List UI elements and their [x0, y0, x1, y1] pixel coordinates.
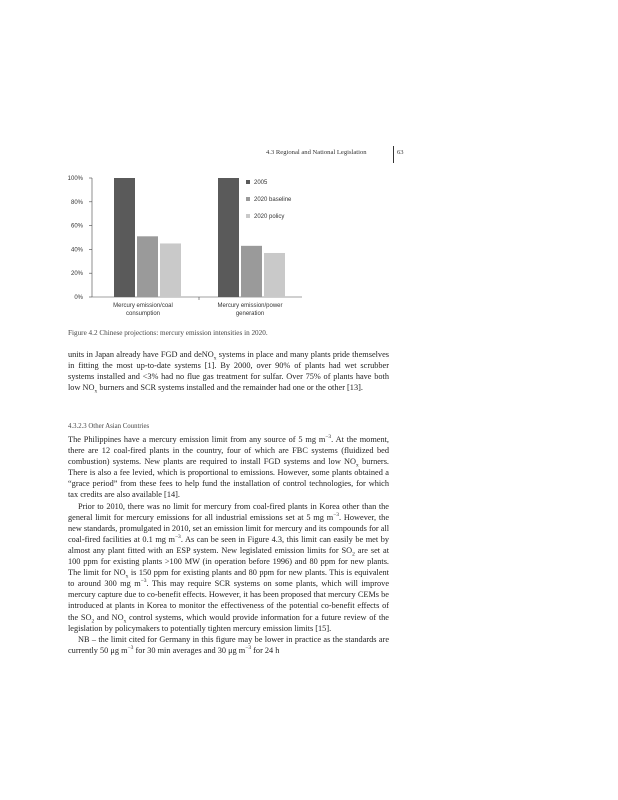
- paragraph-philippines: The Philippines have a mercury emission limit from any source of 5 mg $m^{-3}$. At the moment, there are 12 coal-fired plants in the country, four of which are FBC systems (fluidized bed combustion) systems. New plants are required to install FGD systems and low $NO_x$ burners. There is also a fee levied, which is proportional to emissions. However, some plants obtained a “grace period” from these fees to help fund the installation of control technologies, for which tax credits are also available [14].: [68, 434, 389, 500]
- y-tick-label: 80%: [70, 199, 83, 206]
- page-number: 63: [397, 149, 404, 156]
- x-category-label-line2: consumption: [125, 311, 161, 317]
- body-column: [68, 434, 389, 656]
- legend-swatch: [246, 180, 250, 184]
- x-category-label-line2: generation: [235, 311, 265, 317]
- legend-label: 2005: [254, 180, 268, 186]
- bar: [264, 253, 285, 297]
- y-tick-label: 40%: [70, 247, 83, 254]
- legend-label: 2020 policy: [254, 214, 285, 220]
- figure-caption: Figure 4.2 Chinese projections: mercury emission intensities in 2020.: [68, 329, 268, 337]
- mercury-emission-bar-chart: [62, 170, 312, 325]
- bar: [160, 243, 181, 297]
- y-tick-label: 0%: [74, 295, 83, 301]
- bar: [114, 178, 135, 297]
- paragraph-korea: Prior to 2010, there was no limit for mercury from coal-fired plants in Korea other than the general limit for mercury emissions for all industrial emissions set at 5 mg $m^{-3}$. However, the new standards, promulgated in 2010, set an emission limit for mercury and its compounds for all coal-fired facilities at 0.1 mg $m^{-3}$. As can be seen in Figure 4.3, this limit can easily be met by almost any plant fitted with an ESP system. New legislated emission limits for $SO_2$ are set at 100 ppm for existing plants >100 MW (in operation before 1996) and 80 ppm for new plants. The limit for $NO_x$ is 150 ppm for existing plants and 80 ppm for new plants. This is equivalent to around 300 mg $m^{-3}$. This may require SCR systems on some plants, which will improve mercury capture due to co-benefit effects. However, it has been proposed that mercury CEMs be introduced at plants in Korea to monitor the effectiveness of the potential co-benefit effects of the $SO_2$ and $NO_x$ control systems, which would provide information for a future review of the legislation by policymakers to potentially tighten mercury emission limits [15].: [68, 501, 390, 633]
- bar: [241, 246, 262, 297]
- section-heading-other-asian: 4.3.2.3 Other Asian Countries: [68, 423, 150, 430]
- y-tick-label: 60%: [70, 223, 83, 230]
- y-tick-label: 100%: [67, 176, 83, 182]
- paragraph-japan: units in Japan already have FGD and deNO$_x$ systems in place and many plants pride themselves in fitting the most up-to-date systems [1]. By 2000, over 90% of plants had wet scrubber systems installed and <3% had no flue gas treatment for sulfar. Over 75% of plants have both low $NO_x$ burners and SCR systems installed and the remainder had one or the other [13].: [68, 350, 389, 395]
- y-tick-label: 20%: [70, 271, 83, 278]
- paragraph-nb-germany: NB – the limit cited for Germany in this figure may be lower in practice as the standards are currently 50 μg $m^{-3}$ for 30 min averages and 30 μg $m^{-3}$ for 24 h: [68, 634, 389, 655]
- legend-swatch: [246, 214, 250, 218]
- x-category-label: Mercury emission/power: [217, 303, 283, 309]
- header-divider: [393, 146, 394, 163]
- bar: [137, 236, 158, 297]
- header-section-title: 4.3 Regional and National Legislation: [266, 149, 367, 156]
- legend-swatch: [246, 197, 250, 201]
- x-category-label: Mercury emission/coal: [113, 303, 173, 309]
- bar: [218, 178, 239, 297]
- legend-label: 2020 baseline: [254, 197, 292, 203]
